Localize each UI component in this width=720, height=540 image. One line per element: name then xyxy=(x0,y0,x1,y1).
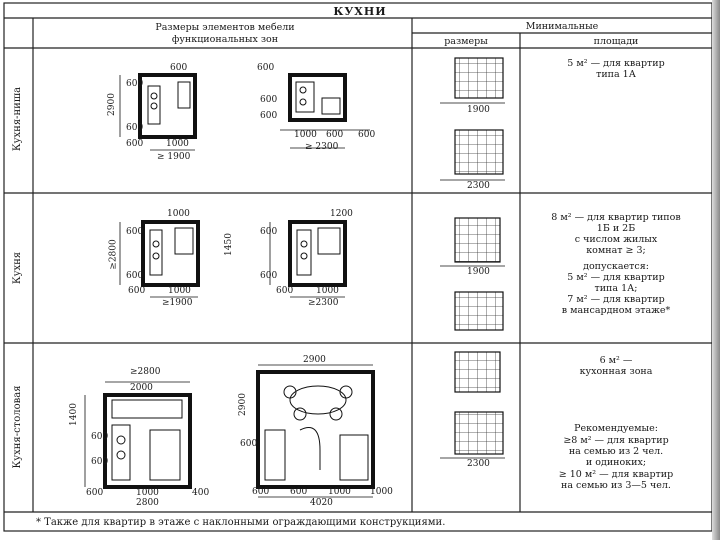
dining-area-line1: 6 м² — xyxy=(599,355,633,366)
niche-left-side-total: 2900 xyxy=(106,93,117,116)
niche-left-top: 600 xyxy=(170,63,188,73)
dining-left-bottom-c: 400 xyxy=(192,488,210,498)
dining-left-top: ≥2800 xyxy=(130,367,161,377)
dining-area-line8: на семью из 3—5 чел. xyxy=(561,480,671,491)
niche-right-side-a: 600 xyxy=(260,95,278,105)
niche-right-bottom-a: 1000 xyxy=(294,130,317,140)
kitchen-area-line7: типа 1А; xyxy=(594,283,638,294)
niche-left-side-b: 600 xyxy=(126,123,144,133)
kitchen-area-line4: комнат ≥ 3; xyxy=(586,245,646,256)
dining-left-bottom-d: 2800 xyxy=(136,498,159,508)
kitchen-area-line8: 7 м² — для квартир xyxy=(567,294,665,305)
niche-min-size-1: 1900 xyxy=(467,105,490,115)
row-label-kitchen-dining: Кухня-столовая xyxy=(12,385,23,469)
dining-min-size-1: 2300 xyxy=(467,459,490,469)
kitchen-right-side-a: 600 xyxy=(260,227,278,237)
niche-left-bottom-a: 600 xyxy=(126,139,144,149)
kitchen-area-line3: с числом жилых xyxy=(574,234,658,245)
dining-right-top: 2900 xyxy=(303,355,326,365)
kitchen-min-size-1: 1900 xyxy=(467,267,490,277)
dining-area-line4: ≥8 м² — для квартир xyxy=(563,435,669,446)
col-furniture-line2: функциональных зон xyxy=(171,34,279,45)
kitchen-right-bottom-min: ≥2300 xyxy=(308,298,339,308)
kitchen-area-line6: 5 м² — для квартир xyxy=(567,272,665,283)
kitchen-right-side-total: 1450 xyxy=(223,233,234,256)
dining-area-line5: на семью из 2 чел. xyxy=(568,446,664,457)
dining-left-top-inner: 2000 xyxy=(130,383,153,393)
page-title: КУХНИ xyxy=(333,5,387,18)
kitchen-area-line1: 8 м² — для квартир типов xyxy=(551,212,681,223)
kitchen-left-bottom-b: 1000 xyxy=(168,286,191,296)
kitchen-left-bottom-a: 600 xyxy=(128,286,146,296)
niche-left-bottom-min: ≥ 1900 xyxy=(157,152,191,162)
niche-right-bottom-b: 600 xyxy=(326,130,344,140)
dining-right-bottom-b: 600 xyxy=(290,487,308,497)
kitchen-area-line9: в мансардном этаже* xyxy=(561,305,671,316)
col-min-areas: площади xyxy=(593,36,639,47)
kitchen-area-line5: допускается: xyxy=(583,261,649,272)
kitchen-right-bottom-a: 600 xyxy=(276,286,294,296)
page-edge-shadow xyxy=(712,0,720,540)
dining-area-line7: ≥ 10 м² — для квартир xyxy=(558,469,674,480)
dining-left-bottom-a: 600 xyxy=(86,488,104,498)
col-min-sizes: размеры xyxy=(444,36,488,47)
dining-right-bottom-c: 1000 xyxy=(328,487,351,497)
niche-right-bottom-c: 600 xyxy=(358,130,376,140)
dining-area-line2: кухонная зона xyxy=(579,366,653,377)
kitchen-area-line2: 1Б и 2Б xyxy=(596,223,636,234)
dining-right-side-total: 2900 xyxy=(237,393,248,416)
niche-right-side-b: 600 xyxy=(260,111,278,121)
dining-left-side-a: 1400 xyxy=(68,403,79,426)
col-min-title: Минимальные xyxy=(525,21,599,32)
row-label-niche: Кухня-ниша xyxy=(12,86,23,152)
niche-left-bottom-b: 1000 xyxy=(166,139,189,149)
plan-dining-right xyxy=(258,365,373,497)
kitchen-left-side-a: 600 xyxy=(126,227,144,237)
row-label-kitchen: Кухня xyxy=(12,251,23,285)
kitchen-left-bottom-min: ≥1900 xyxy=(162,298,193,308)
dining-area-line3: Рекомендуемые: xyxy=(574,423,658,434)
footnote: * Также для квартир в этаже с наклонными ограждающими конструкциями. xyxy=(36,517,446,528)
dining-right-bottom-a: 600 xyxy=(252,487,270,497)
dining-right-bottom-total: 4020 xyxy=(310,498,333,508)
dining-area-line6: и одиноких; xyxy=(585,457,647,468)
niche-left-side-a: 600 xyxy=(126,79,144,89)
col-furniture-line1: Размеры элементов мебели xyxy=(155,22,295,33)
dining-left-side-c: 600 xyxy=(91,457,109,467)
min-size-grids xyxy=(440,58,505,458)
niche-right-top: 600 xyxy=(257,63,275,73)
kitchen-left-side-b: 600 xyxy=(126,271,144,281)
niche-min-size-2: 2300 xyxy=(467,181,490,191)
niche-right-bottom-min: ≥ 2300 xyxy=(305,142,339,152)
dining-left-side-b: 600 xyxy=(91,432,109,442)
dining-left-bottom-b: 1000 xyxy=(136,488,159,498)
dining-right-side-a: 600 xyxy=(240,439,258,449)
niche-area-line1: 5 м² — для квартир xyxy=(567,58,665,69)
kitchen-right-side-b: 600 xyxy=(260,271,278,281)
kitchen-right-bottom-b: 1000 xyxy=(316,286,339,296)
kitchen-left-top: 1000 xyxy=(167,209,190,219)
niche-area-line2: типа 1А xyxy=(596,69,636,80)
dining-right-bottom-d: 1000 xyxy=(370,487,393,497)
kitchen-left-side-total: ≥2800 xyxy=(108,239,119,270)
kitchen-right-top: 1200 xyxy=(330,209,353,219)
